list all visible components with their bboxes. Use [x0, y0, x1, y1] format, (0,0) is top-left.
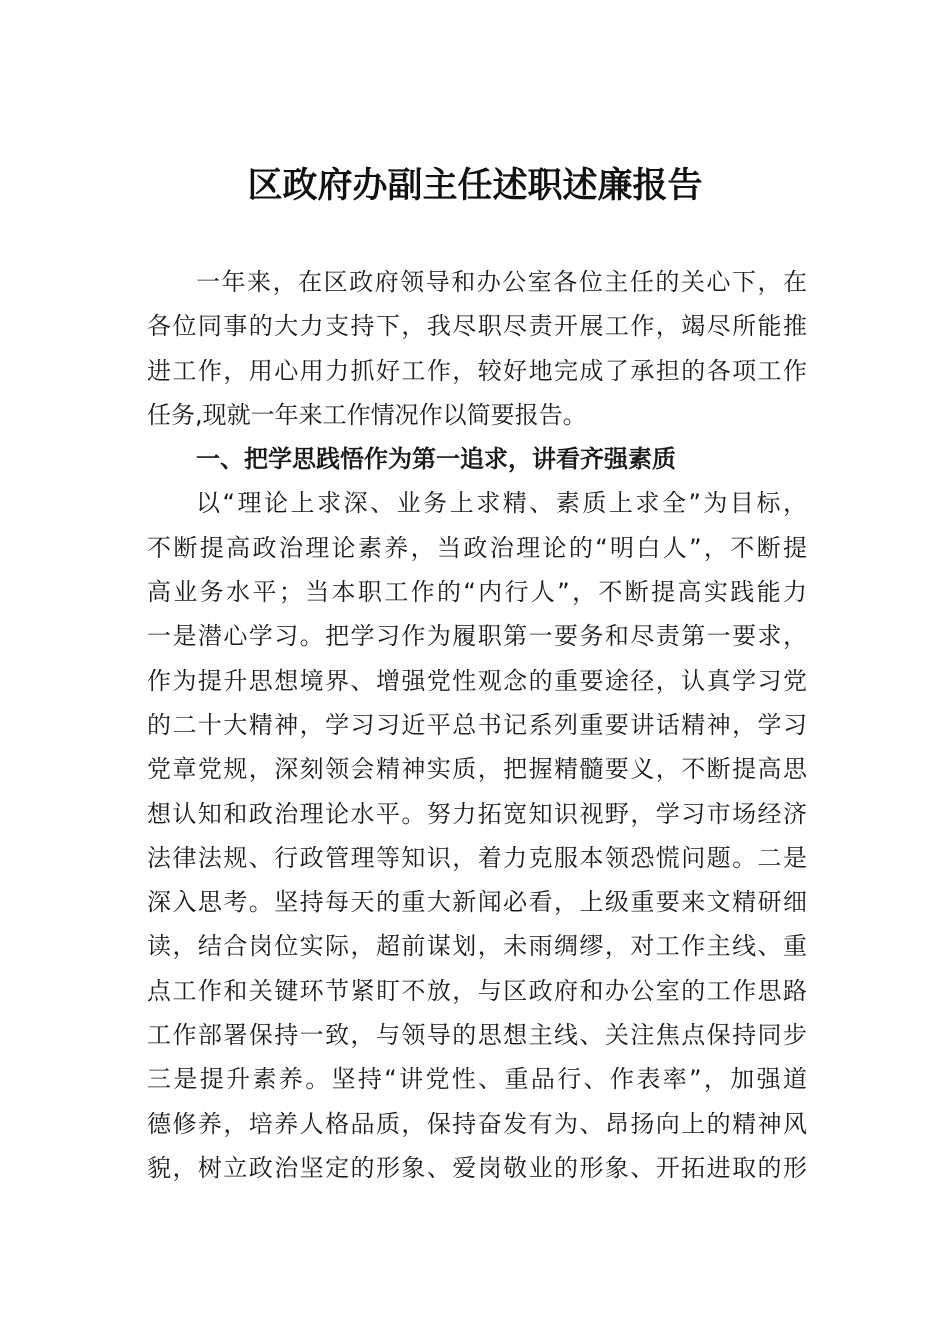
- paragraph-line: 深入思考。坚持每天的重大新闻必看，上级重要来文精研细: [147, 888, 807, 917]
- paragraph-line: 高业务水平；当本职工作的“内行人”，不断提高实践能力: [147, 578, 807, 607]
- paragraph-line: 作为提升思想境界、增强党性观念的重要途径，认真学习党: [147, 666, 807, 695]
- paragraph-line: 三是提升素养。坚持“讲党性、重品行、作表率”，加强道: [147, 1065, 807, 1094]
- paragraph-line: 以“理论上求深、业务上求精、素质上求全”为目标，: [196, 489, 807, 518]
- paragraph-line: 各位同事的大力支持下，我尽职尽责开展工作，竭尽所能推: [147, 312, 807, 341]
- paragraph-line: 一年来，在区政府领导和办公室各位主任的关心下，在: [196, 268, 807, 296]
- paragraph-line: 法律法规、行政管理等知识，着力克服本领恐慌问题。二是: [147, 843, 807, 872]
- paragraph-line: 点工作和关键环节紧盯不放，与区政府和办公室的工作思路: [147, 976, 807, 1005]
- paragraph-line: 德修养，培养人格品质，保持奋发有为、昂扬向上的精神风: [147, 1109, 807, 1138]
- paragraph-line: 不断提高政治理论素养，当政治理论的“明白人”，不断提: [147, 533, 807, 562]
- section-heading: 一、把学思践悟作为第一追求，讲看齐强素质: [196, 445, 676, 474]
- document-body: [147, 260, 807, 1190]
- paragraph-line: 任务,现就一年来工作情况作以简要报告。: [147, 400, 587, 429]
- paragraph-line: 的二十大精神，学习习近平总书记系列重要讲话精神，学习: [147, 710, 807, 739]
- paragraph-line: 工作部署保持一致，与领导的思想主线、关注焦点保持同步: [147, 1021, 807, 1050]
- paragraph-line: 进工作，用心用力抓好工作，较好地完成了承担的各项工作: [147, 356, 807, 385]
- paragraph-line: 想认知和政治理论水平。努力拓宽知识视野，学习市场经济: [147, 799, 807, 828]
- paragraph-line: 读，结合岗位实际，超前谋划，未雨绸缪，对工作主线、重: [147, 932, 807, 961]
- paragraph-line: 党章党规，深刻领会精神实质，把握精髓要义，不断提高思: [147, 755, 807, 784]
- document-title: 区政府办副主任述职述廉报告: [247, 165, 703, 206]
- paragraph-line: 貌，树立政治坚定的形象、爱岗敬业的形象、开拓进取的形: [147, 1153, 807, 1182]
- paragraph-line: 一是潜心学习。把学习作为履职第一要务和尽责第一要求，: [147, 622, 807, 651]
